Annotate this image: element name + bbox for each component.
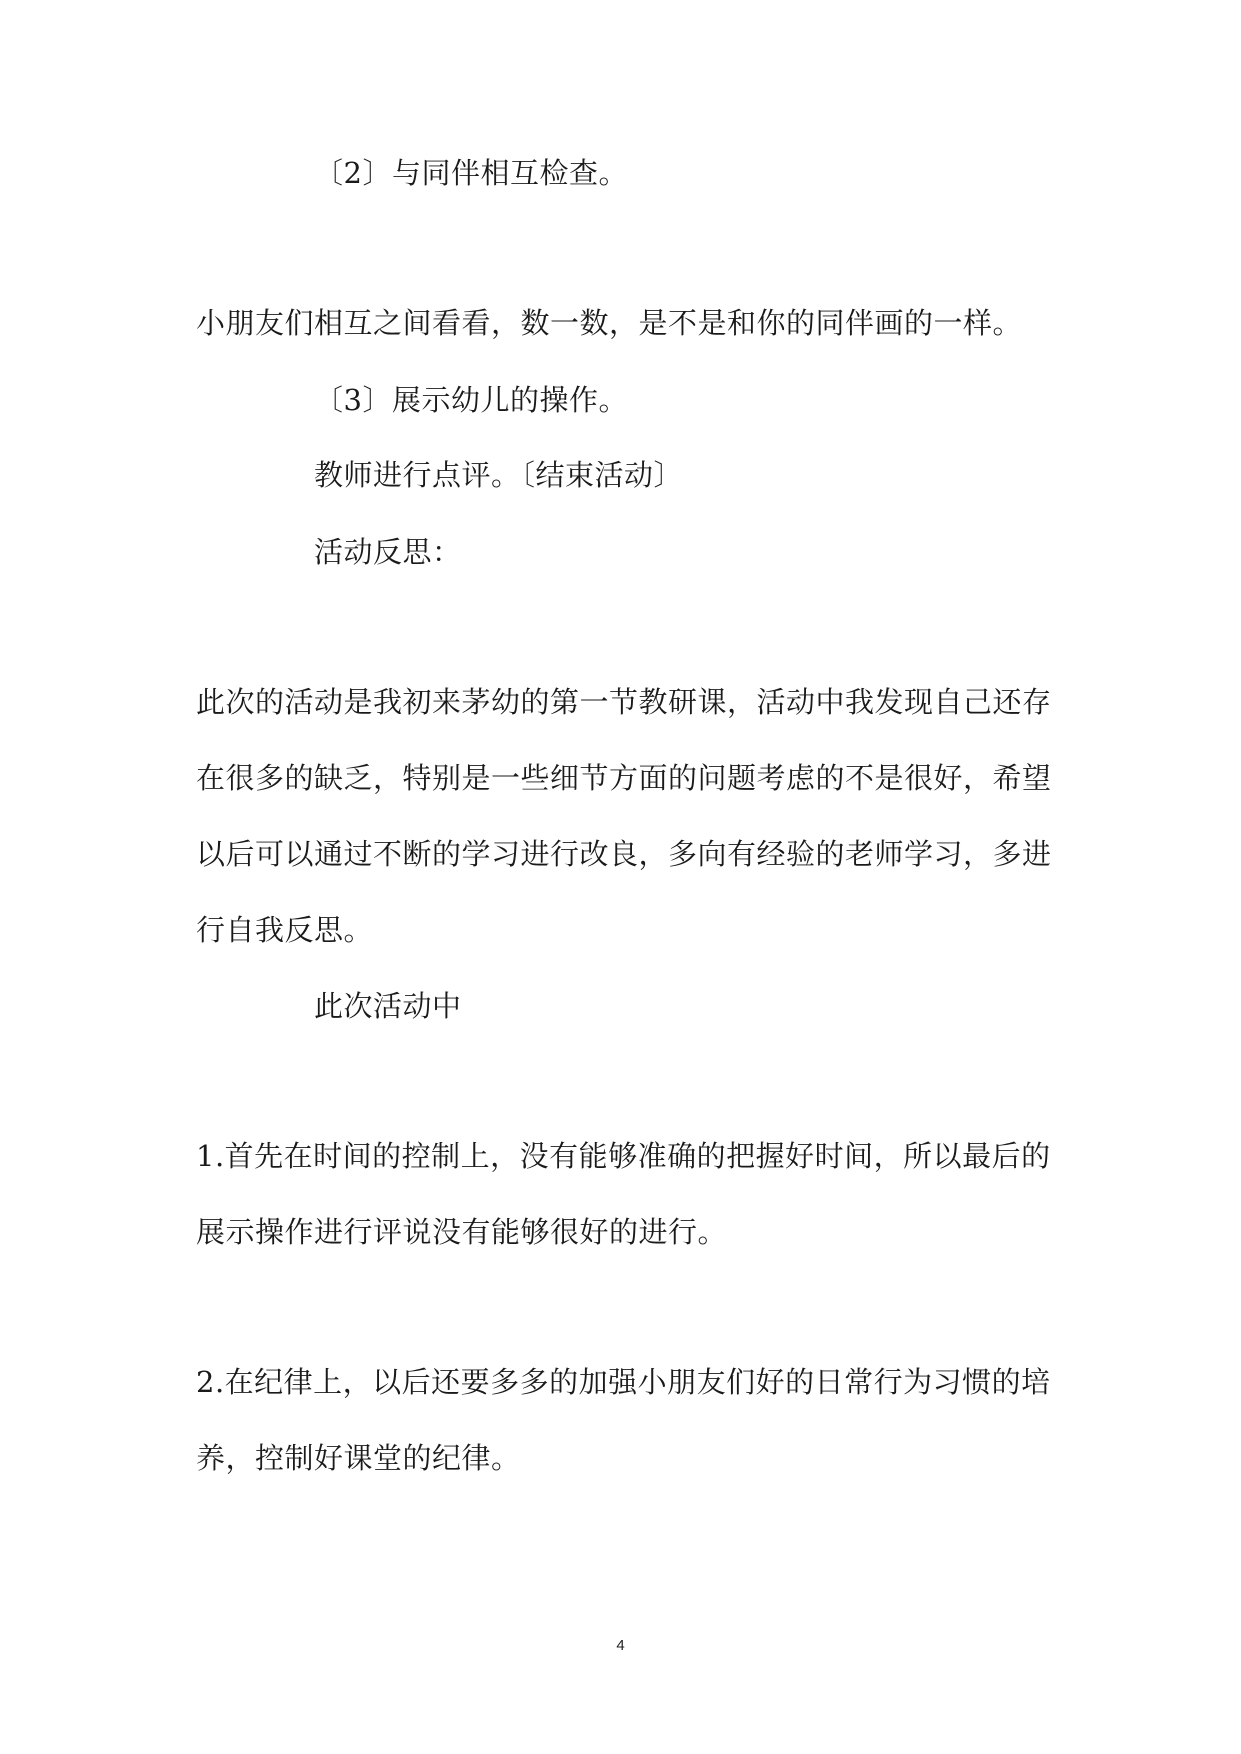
reflection-paragraph-line-3: 以后可以通过不断的学习进行改良，多向有经验的老师学习，多进 (196, 837, 1052, 871)
step-3-display: 〔3〕展示幼儿的操作。 (314, 383, 628, 417)
step-2-check: 〔2〕与同伴相互检查。 (314, 156, 628, 190)
reflection-paragraph-line-4: 行自我反思。 (196, 913, 374, 947)
reflection-heading: 活动反思： (314, 535, 462, 569)
peer-check-text: 小朋友们相互之间看看，数一数，是不是和你的同伴画的一样。 (196, 306, 1023, 340)
point-2-line-1: 2.在纪律上，以后还要多多的加强小朋友们好的日常行为习惯的培 (196, 1365, 1051, 1399)
activity-intro: 此次活动中 (314, 989, 462, 1023)
reflection-paragraph-line-1: 此次的活动是我初来茅幼的第一节教研课，活动中我发现自己还存 (196, 685, 1052, 719)
teacher-review: 教师进行点评。〔结束活动〕 (314, 458, 684, 492)
point-1-line-2: 展示操作进行评说没有能够很好的进行。 (196, 1215, 728, 1249)
point-1-line-1: 1.首先在时间的控制上，没有能够准确的把握好时间，所以最后的 (196, 1139, 1051, 1173)
reflection-paragraph-line-2: 在很多的缺乏，特别是一些细节方面的问题考虑的不是很好，希望 (196, 761, 1052, 795)
point-2-line-2: 养，控制好课堂的纪律。 (196, 1441, 521, 1475)
page-number: 4 (616, 1637, 625, 1654)
